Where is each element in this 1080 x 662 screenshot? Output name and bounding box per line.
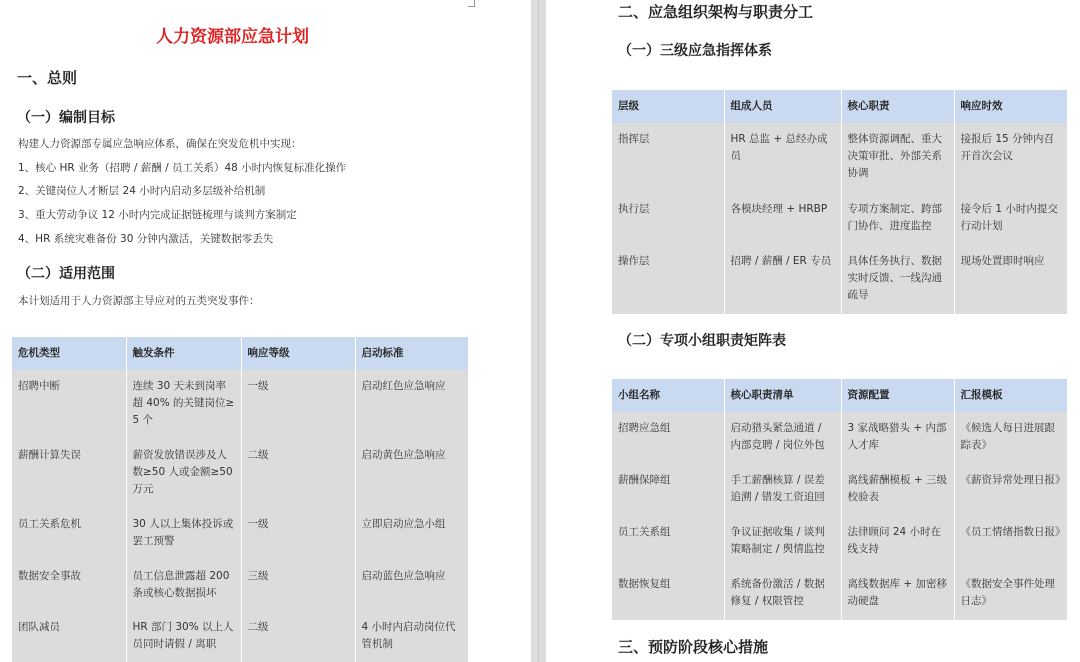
- table-cell: 3 家战略猎头 + 内部人才库: [841, 412, 954, 464]
- page-separator: [538, 0, 539, 662]
- table-header-cell: 小组名称: [612, 379, 724, 412]
- table-cell: 启动红色应急响应: [355, 370, 468, 439]
- team-responsibility-table: [612, 379, 1067, 620]
- table-header-cell: 核心职责: [841, 90, 954, 123]
- subsection-goals-heading: （一）编制目标: [17, 110, 115, 126]
- page-corner-mark: [468, 0, 475, 7]
- table-cell: 整体资源调配、重大决策审批、外部关系协调: [841, 123, 954, 193]
- goal-item: 2、关键岗位人才断层 24 小时内启动多层级补给机制: [18, 185, 266, 197]
- goals-intro: 构建人力资源部专属应急响应体系，确保在突发危机中实现：: [18, 138, 302, 150]
- table-cell: 薪酬计算失误: [12, 439, 126, 508]
- table-row: [612, 412, 1067, 464]
- table-cell: 连续 30 天未到岗率超 40% 的关键岗位≥5 个: [126, 370, 241, 439]
- table-cell: 4 小时内启动岗位代管机制: [355, 611, 468, 662]
- table-header-cell: 响应时效: [954, 90, 1067, 123]
- section-organization-heading: 二、应急组织架构与职责分工: [618, 3, 814, 21]
- subsection-command-heading: （一）三级应急指挥体系: [618, 43, 772, 59]
- table-cell: 争议证据收集 / 谈判策略制定 / 舆情监控: [724, 516, 841, 568]
- table-cell: 接报后 15 分钟内召开首次会议: [954, 123, 1067, 193]
- table-row: [12, 439, 468, 508]
- table-cell: 启动黄色应急响应: [355, 439, 468, 508]
- table-cell: 一级: [241, 370, 355, 439]
- table-cell: 数据安全事故: [12, 560, 126, 611]
- table-cell: 启动猎头紧急通道 / 内部竞聘 / 岗位外包: [724, 412, 841, 464]
- table-cell: 30 人以上集体投诉或罢工预警: [126, 508, 241, 560]
- table-header-cell: 核心职责清单: [724, 379, 841, 412]
- document-title: 人力资源部应急计划: [156, 27, 309, 47]
- table-row: [12, 508, 468, 560]
- table-cell: 《员工情绪指数日报》: [954, 516, 1067, 568]
- table-cell: HR 总监 + 总经办成员: [724, 123, 841, 193]
- table-header-cell: 危机类型: [12, 337, 126, 370]
- table-cell: 三级: [241, 560, 355, 611]
- table-row: [612, 516, 1067, 568]
- table-row: [612, 245, 1067, 314]
- table-header-cell: 层级: [612, 90, 724, 123]
- table-row: [12, 611, 468, 662]
- table-cell: 薪酬保障组: [612, 464, 724, 516]
- table-row: [612, 123, 1067, 193]
- table-cell: 系统备份激活 / 数据修复 / 权限管控: [724, 568, 841, 620]
- table-cell: 指挥层: [612, 123, 724, 193]
- table-cell: HR 部门 30% 以上人员同时请假 / 离职: [126, 611, 241, 662]
- table-cell: 薪资发放错误涉及人数≥50 人或金额≥50万元: [126, 439, 241, 508]
- table-row: [12, 560, 468, 611]
- table-cell: 员工关系组: [612, 516, 724, 568]
- table-cell: 接令后 1 小时内提交行动计划: [954, 193, 1067, 245]
- table-cell: 法律顾问 24 小时在线支持: [841, 516, 954, 568]
- table-cell: 二级: [241, 439, 355, 508]
- scope-intro: 本计划适用于人力资源部主导应对的五类突发事件：: [18, 295, 260, 307]
- goal-item: 3、重大劳动争议 12 小时内完成证据链梳理与谈判方案制定: [18, 209, 297, 221]
- table-header-cell: 启动标准: [355, 337, 468, 370]
- table-cell: 专项方案制定、跨部门协作、进度监控: [841, 193, 954, 245]
- table-cell: 各模块经理 + HRBP: [724, 193, 841, 245]
- table-header-row: [612, 90, 1067, 123]
- subsection-scope-heading: （二）适用范围: [17, 266, 115, 282]
- table-header-cell: 触发条件: [126, 337, 241, 370]
- page-gutter: [531, 0, 546, 662]
- table-cell: 招聘 / 薪酬 / ER 专员: [724, 245, 841, 314]
- section-general-heading: 一、总则: [17, 69, 78, 87]
- table-cell: 离线薪酬模板 + 三级校验表: [841, 464, 954, 516]
- table-cell: 操作层: [612, 245, 724, 314]
- table-cell: 现场处置即时响应: [954, 245, 1067, 314]
- table-cell: 一级: [241, 508, 355, 560]
- table-cell: 团队减员: [12, 611, 126, 662]
- table-header-row: [612, 379, 1067, 412]
- subsection-team-matrix-heading: （二）专项小组职责矩阵表: [618, 333, 786, 349]
- table-cell: 招聘中断: [12, 370, 126, 439]
- table-cell: 《候选人每日进展跟踪表》: [954, 412, 1067, 464]
- table-header-row: [12, 337, 468, 370]
- table-row: [612, 464, 1067, 516]
- table-cell: 《数据安全事件处理日志》: [954, 568, 1067, 620]
- table-cell: 具体任务执行、数据实时反馈、一线沟通疏导: [841, 245, 954, 314]
- table-cell: 启动蓝色应急响应: [355, 560, 468, 611]
- table-cell: 二级: [241, 611, 355, 662]
- crisis-type-table: [12, 337, 468, 662]
- section-prevention-heading: 三、预防阶段核心措施: [618, 638, 769, 656]
- right-page: [546, 0, 1080, 662]
- table-header-cell: 响应等级: [241, 337, 355, 370]
- table-header-cell: 组成人员: [724, 90, 841, 123]
- table-row: [612, 193, 1067, 245]
- table-cell: 离线数据库 + 加密移动硬盘: [841, 568, 954, 620]
- table-cell: 员工关系危机: [12, 508, 126, 560]
- goal-item: 1、核心 HR 业务（招聘 / 薪酬 / 员工关系）48 小时内恢复标准化操作: [18, 162, 347, 174]
- table-cell: 《薪资异常处理日报》: [954, 464, 1067, 516]
- command-structure-table: [612, 90, 1067, 314]
- table-cell: 立即启动应急小组: [355, 508, 468, 560]
- left-page: [0, 0, 531, 662]
- table-header-cell: 汇报模板: [954, 379, 1067, 412]
- table-cell: 招聘应急组: [612, 412, 724, 464]
- table-cell: 数据恢复组: [612, 568, 724, 620]
- table-cell: 员工信息泄露超 200 条或核心数据损坏: [126, 560, 241, 611]
- table-cell: 执行层: [612, 193, 724, 245]
- table-row: [612, 568, 1067, 620]
- table-header-cell: 资源配置: [841, 379, 954, 412]
- goal-item: 4、HR 系统灾难备份 30 分钟内激活，关键数据零丢失: [18, 233, 274, 245]
- table-row: [12, 370, 468, 439]
- table-cell: 手工薪酬核算 / 误差追溯 / 错发工资追回: [724, 464, 841, 516]
